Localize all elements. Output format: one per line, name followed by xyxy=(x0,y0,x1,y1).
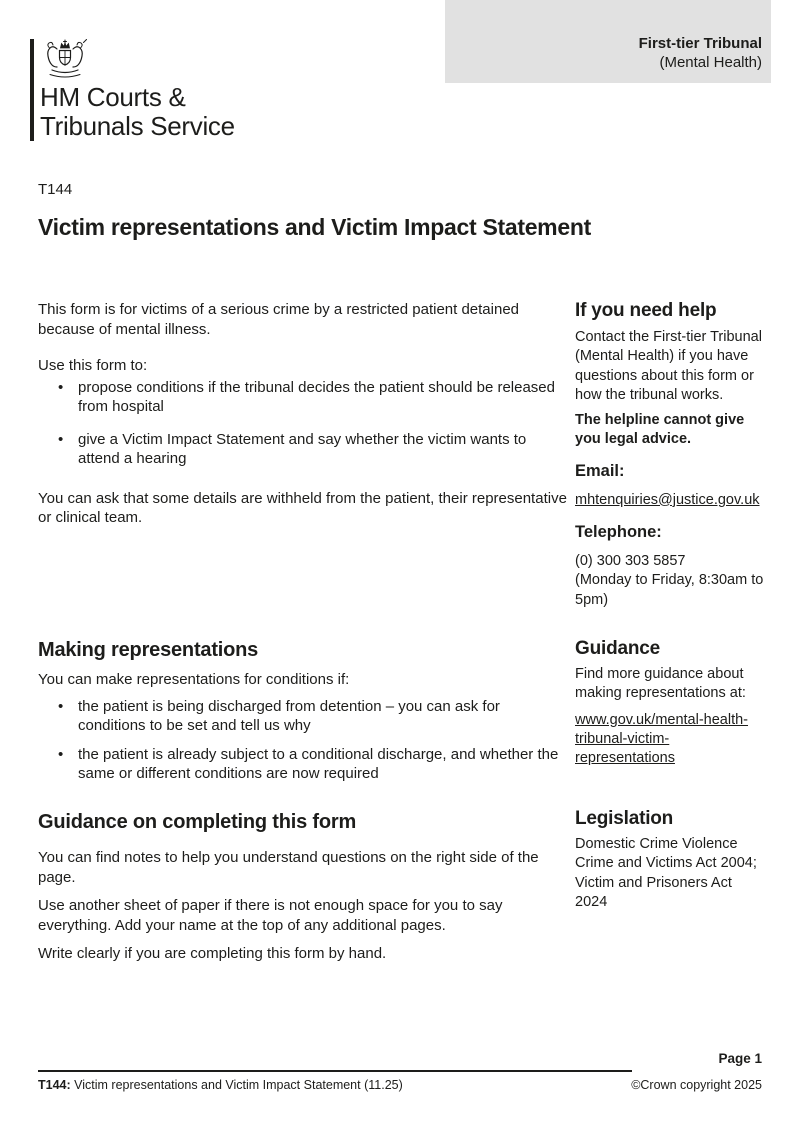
telephone-hours: (Monday to Friday, 8:30am to 5pm) xyxy=(575,572,764,608)
legislation-text: Domestic Crime Violence Crime and Victims Act 2004; Victim and Prisoners Act 2024 xyxy=(575,836,757,910)
tribunal-name: First-tier Tribunal xyxy=(638,35,762,52)
hmcts-logo xyxy=(30,39,235,141)
footer-form-code: T144: xyxy=(38,1078,71,1092)
page-number: Page 1 xyxy=(718,1051,762,1066)
tribunal-header-box xyxy=(445,0,771,83)
guidance-sidebar-section xyxy=(575,638,765,768)
telephone-label: Telephone: xyxy=(575,523,662,542)
list-item: • the patient is already subject to a conditional discharge, and whether the same or different conditions are now required xyxy=(38,745,568,784)
sidebar-paragraph: Contact the First-tier Tribunal (Mental Health) if you have questions about this form or how the tribunal works. xyxy=(575,329,762,403)
intro-bullet-list xyxy=(38,378,568,469)
sidebar-heading: If you need help xyxy=(575,300,717,321)
intro-section xyxy=(38,300,568,528)
email-link[interactable]: mhtenquiries@justice.gov.uk xyxy=(575,491,760,508)
logo-wordmark-line2: Tribunals Service xyxy=(40,111,235,141)
copyright-notice: ©Crown copyright 2025 xyxy=(631,1078,762,1092)
legislation-sidebar-section xyxy=(575,808,765,912)
page-title: Victim representations and Victim Impact Statement xyxy=(38,214,591,240)
footer-form-reference xyxy=(38,1077,403,1093)
section-heading: Making representations xyxy=(38,639,259,661)
list-item: • the patient is being discharged from detention – you can ask for conditions to be set and tell us why xyxy=(38,697,568,736)
section-paragraph: Use another sheet of paper if there is not enough space for you to say everything. Add your name at the top of any additional pages. xyxy=(38,897,503,934)
helpline-warning: The helpline cannot give you legal advice. xyxy=(575,412,745,448)
guidance-url-link[interactable]: www.gov.uk/mental-health-tribunal-victim-representations xyxy=(575,711,749,767)
form-code: T144 xyxy=(38,181,73,198)
intro-paragraph-3: You can ask that some details are withheld from the patient, their representative or clinical team. xyxy=(38,489,567,526)
tribunal-jurisdiction: (Mental Health) xyxy=(659,54,762,71)
footer-divider xyxy=(38,1070,632,1072)
section-paragraph: You can make representations for conditions if: xyxy=(38,671,350,688)
sidebar-heading: Legislation xyxy=(575,808,674,829)
section-heading: Guidance on completing this form xyxy=(38,811,357,833)
royal-coat-of-arms-icon xyxy=(40,39,90,80)
sidebar-heading: Guidance xyxy=(575,638,660,659)
logo-wordmark-line1: HM Courts & xyxy=(40,82,186,112)
section-paragraph: You can find notes to help you understand questions on the right side of the page. xyxy=(38,849,539,886)
sidebar-paragraph: Find more guidance about making representations at: xyxy=(575,666,746,702)
email-label: Email: xyxy=(575,461,625,480)
footer-form-name: Victim representations and Victim Impact Statement (11.25) xyxy=(70,1078,403,1092)
intro-paragraph-1: This form is for victims of a serious crime by a restricted patient detained because of mental illness. xyxy=(38,301,520,338)
making-representations-bullet-list xyxy=(38,697,568,784)
telephone-number: (0) 300 303 5857 xyxy=(575,553,686,570)
section-paragraph: Write clearly if you are completing this form by hand. xyxy=(38,945,387,962)
making-representations-section xyxy=(38,638,568,793)
help-sidebar-section xyxy=(575,300,765,610)
footer xyxy=(38,1077,762,1093)
list-item: • propose conditions if the tribunal decides the patient should be released from hospital xyxy=(38,378,568,417)
list-item: • give a Victim Impact Statement and say whether the victim wants to attend a hearing xyxy=(38,430,568,469)
guidance-completing-section xyxy=(38,810,568,973)
intro-paragraph-2: Use this form to: xyxy=(38,357,148,374)
logo-vertical-bar xyxy=(30,39,34,141)
